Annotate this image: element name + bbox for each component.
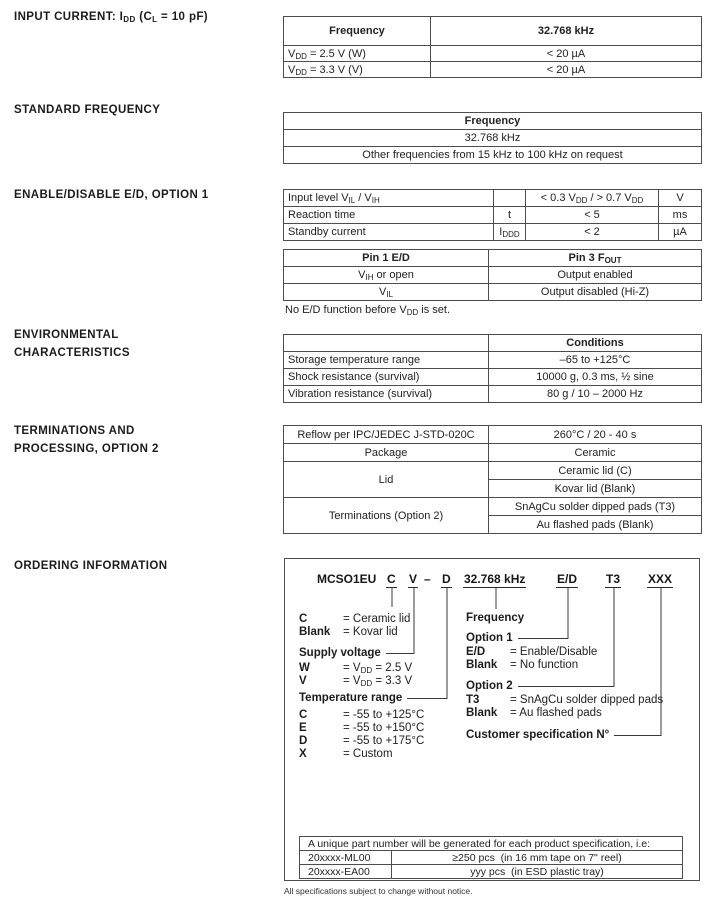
cell-value: 260°C / 20 - 40 s	[489, 426, 702, 444]
enable-disable-spec-table	[283, 189, 702, 241]
unit-cell: ms	[659, 207, 702, 224]
legend-row-temp-c	[299, 709, 424, 721]
legend-title-customer-spec: Customer specification N°	[466, 728, 661, 741]
legend-title-option2: Option 2	[466, 679, 614, 692]
terminations-table	[283, 425, 702, 534]
cell-value: < 20 µA	[431, 46, 702, 62]
footer-note: All specifications subject to change without notice.	[284, 886, 473, 896]
legend-row-supply-v	[299, 675, 412, 687]
leader-line	[407, 698, 447, 699]
column-header: Frequency	[284, 113, 702, 130]
cell-value: Ceramic lid (C)	[489, 462, 702, 480]
legend-key: E/D	[466, 646, 486, 658]
legend-key: C	[299, 613, 308, 625]
row-label: Terminations (Option 2)	[284, 498, 489, 534]
enable-disable-pin-table	[283, 249, 702, 301]
column-header: Frequency	[284, 17, 431, 46]
row-label: $V_{DD} = 3.3$ V (V)	[284, 62, 431, 78]
standard-frequency-table	[283, 112, 702, 164]
legend-row-lid-blank	[299, 626, 398, 638]
legend-key: C	[299, 709, 308, 721]
legend-key: E	[299, 722, 307, 734]
enable-disable-note: No E/D function before $V_{DD}$ is set.	[285, 304, 451, 317]
row-label: Package	[284, 444, 489, 462]
row-label: Reflow per IPC/JEDEC J-STD-020C	[284, 426, 489, 444]
section-heading-terminations-line2: PROCESSING, OPTION 2	[14, 443, 159, 455]
cell-value: Kovar lid (Blank)	[489, 480, 702, 498]
table-row	[284, 224, 702, 241]
cell-value: 10000 g, 0.3 ms, ½ sine	[489, 369, 702, 386]
table-row	[284, 17, 702, 46]
leader-line	[386, 653, 414, 654]
table-row	[284, 444, 702, 462]
cell-value: < 0.3 $V_{DD}$ / > 0.7 $V_{DD}$	[526, 190, 659, 207]
output-state: Output enabled	[489, 267, 702, 284]
table-row	[284, 462, 702, 480]
symbol-cell: $I_{DDD}$	[494, 224, 526, 241]
column-header: Conditions	[489, 335, 702, 352]
parameter-label: Reaction time	[284, 207, 494, 224]
legend-key: X	[299, 748, 307, 760]
section-heading-ordering: ORDERING INFORMATION	[14, 560, 168, 572]
table-row	[284, 267, 702, 284]
part-number-table	[299, 836, 683, 879]
legend-value: = $V_{DD} = 3.3$ V	[343, 675, 413, 688]
column-header: Pin 1 E/D	[284, 250, 489, 267]
part-table-header: A unique part number will be generated for each product specification, i.e:	[300, 837, 683, 851]
legend-key: Blank	[466, 707, 498, 719]
part-code-temperature: D	[442, 572, 451, 586]
cell-value: Au flashed pads (Blank)	[489, 516, 702, 534]
leader-line	[518, 686, 614, 687]
table-row	[284, 426, 702, 444]
legend-key: V	[299, 675, 307, 687]
legend-key: Blank	[299, 626, 331, 638]
legend-value: = -55 to +150°C	[343, 722, 425, 734]
section-heading-standard-frequency: STANDARD FREQUENCY	[14, 104, 161, 116]
cell-value: < 2	[526, 224, 659, 241]
section-heading-terminations-line1: TERMINATIONS AND	[14, 425, 135, 437]
leader-line	[518, 638, 568, 639]
unit-cell: µA	[659, 224, 702, 241]
output-state: Output disabled (Hi-Z)	[489, 284, 702, 301]
legend-value: = Kovar lid	[343, 626, 398, 638]
cell-value: 32.768 kHz	[284, 130, 702, 147]
legend-key: T3	[466, 694, 480, 706]
part-number: 20xxxx-ML00	[300, 851, 392, 865]
cell-value: –65 to +125°C	[489, 352, 702, 369]
table-row	[284, 147, 702, 164]
column-header: Pin 3 $F_{OUT}$	[489, 250, 702, 267]
part-code-option2: T3	[606, 572, 621, 586]
legend-value: = SnAgCu solder dipped pads	[510, 694, 664, 706]
legend-value: = No function	[510, 659, 579, 671]
row-label: Storage temperature range	[284, 352, 489, 369]
parameter-label: Input level $V_{IL} / V_{IH}$	[284, 190, 494, 207]
table-row	[284, 369, 702, 386]
parameter-label: Standby current	[284, 224, 494, 241]
section-heading-input-current: INPUT CURRENT: $I_{DD}$ ($C_L = 10$ pF)	[14, 11, 209, 24]
legend-row-temp-x	[299, 748, 393, 760]
part-code-frequency: 32.768 kHz	[464, 572, 526, 586]
table-row	[284, 130, 702, 147]
legend-value: = Ceramic lid	[343, 613, 411, 625]
cell-value: < 20 µA	[431, 62, 702, 78]
legend-title-temperature-range: Temperature range	[299, 691, 447, 704]
table-row	[284, 498, 702, 516]
symbol-cell: t	[494, 207, 526, 224]
leader-line	[614, 735, 661, 736]
symbol-cell	[494, 190, 526, 207]
legend-row-option2-blank	[466, 707, 602, 719]
table-row	[284, 352, 702, 369]
legend-value: = -55 to +125°C	[343, 709, 425, 721]
input-current-table	[283, 16, 702, 78]
legend-row-option1-blank	[466, 659, 578, 671]
legend-row-temp-e	[299, 722, 424, 734]
table-row	[284, 250, 702, 267]
part-code-option1: E/D	[557, 572, 578, 586]
legend-value: = $V_{DD} = 2.5$ V	[343, 662, 413, 675]
table-row	[284, 62, 702, 78]
legend-row-option1-ed	[466, 646, 597, 658]
legend-row-temp-d	[299, 735, 424, 747]
legend-row-lid-c	[299, 613, 410, 625]
section-heading-environmental-line2: CHARACTERISTICS	[14, 347, 130, 359]
column-header: 32.768 kHz	[431, 17, 702, 46]
ordering-diagram-box	[284, 558, 700, 881]
table-row	[284, 207, 702, 224]
cell-value: 80 g / 10 – 2000 Hz	[489, 386, 702, 403]
cell-value: < 5	[526, 207, 659, 224]
quantity: yyy pcs (in ESD plastic tray)	[392, 865, 683, 879]
legend-key: D	[299, 735, 308, 747]
table-row	[300, 865, 683, 879]
section-heading-enable-disable: ENABLE/DISABLE E/D, OPTION 1	[14, 189, 209, 201]
part-code-lid: C	[387, 572, 396, 586]
table-row	[284, 284, 702, 301]
legend-value: = -55 to +175°C	[343, 735, 425, 747]
row-label: Shock resistance (survival)	[284, 369, 489, 386]
part-code-base: MCSO1EU	[317, 572, 377, 586]
pin-state: $V_{IL}$	[284, 284, 489, 301]
empty-header	[284, 335, 489, 352]
quantity: ≥250 pcs (in 16 mm tape on 7" reel)	[392, 851, 683, 865]
part-code-customer: XXX	[648, 572, 673, 586]
legend-key: Blank	[466, 659, 498, 671]
table-row	[284, 46, 702, 62]
part-number: 20xxxx-EA00	[300, 865, 392, 879]
legend-value: = Custom	[343, 748, 393, 760]
legend-value: = Enable/Disable	[510, 646, 598, 658]
part-code-voltage: V	[409, 572, 418, 586]
legend-value: = Au flashed pads	[510, 707, 602, 719]
table-row	[300, 851, 683, 865]
row-label: Lid	[284, 462, 489, 498]
pin-state: $V_{IH}$ or open	[284, 267, 489, 284]
table-row	[300, 837, 683, 851]
table-row	[284, 386, 702, 403]
part-code-dash: –	[424, 572, 431, 586]
row-label: $V_{DD} = 2.5$ V (W)	[284, 46, 431, 62]
cell-value: Ceramic	[489, 444, 702, 462]
legend-key: W	[299, 662, 310, 674]
unit-cell: V	[659, 190, 702, 207]
table-row	[284, 113, 702, 130]
table-row	[284, 190, 702, 207]
legend-title-supply-voltage: Supply voltage	[299, 646, 414, 659]
legend-row-supply-w	[299, 662, 412, 674]
legend-title-frequency: Frequency	[466, 612, 525, 624]
cell-value: SnAgCu solder dipped pads (T3)	[489, 498, 702, 516]
cell-value: Other frequencies from 15 kHz to 100 kHz on request	[284, 147, 702, 164]
legend-title-option1: Option 1	[466, 631, 568, 644]
row-label: Vibration resistance (survival)	[284, 386, 489, 403]
environmental-table	[283, 334, 702, 403]
section-heading-environmental-line1: ENVIRONMENTAL	[14, 329, 119, 341]
table-row	[284, 335, 702, 352]
legend-row-option2-t3	[466, 694, 663, 706]
